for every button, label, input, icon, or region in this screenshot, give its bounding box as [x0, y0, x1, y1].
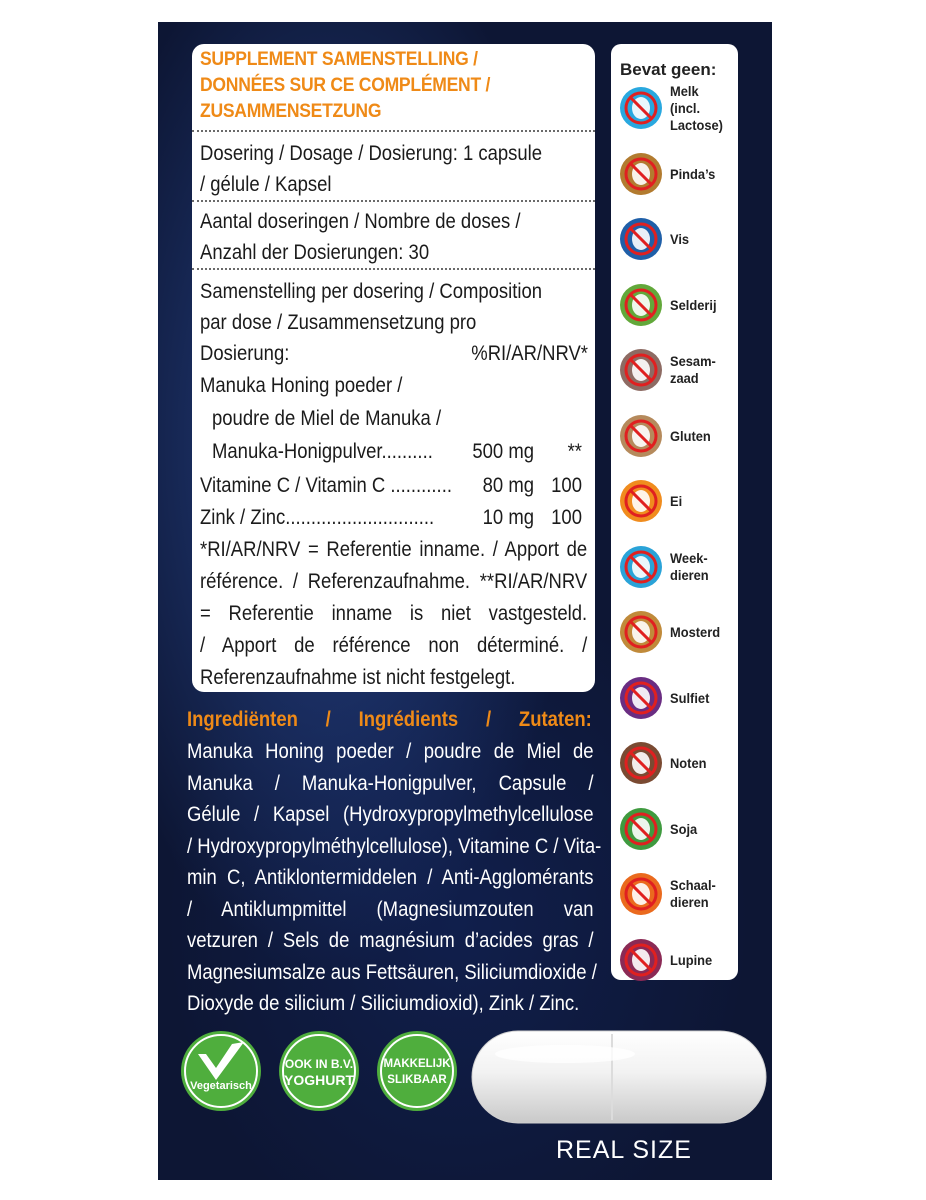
manuka-name-line-1: Manuka Honing poeder /: [200, 374, 403, 397]
crustacean-icon: [619, 872, 663, 916]
allergen-label-line: Pinda’s: [670, 165, 716, 182]
allergen-label: [670, 690, 709, 707]
dosage-text: Dosering / Dosage / Dosierung: 1 capsule / gélule / Kapsel: [200, 142, 543, 196]
allergen-label: [670, 550, 709, 584]
allergen-label: [670, 297, 717, 314]
real-size-label: REAL SIZE: [556, 1136, 692, 1164]
nutrient-name: Vitamine C / Vitamin C ............: [200, 474, 452, 497]
milk-icon: [619, 86, 663, 130]
nutrient-name: Manuka-Honigpulver..........: [212, 440, 433, 463]
divider: [192, 268, 595, 270]
nutrient-amount: 500 mg: [472, 440, 534, 463]
allergen-label-line: Vis: [670, 230, 690, 247]
allergen-label-line: Schaal-: [670, 877, 716, 893]
wheat-icon: [619, 414, 663, 458]
footnote-line: / Apport de référence non déterminé. /: [200, 634, 588, 657]
allergen-free-title: Bevat geen:: [620, 60, 717, 79]
ingredients-line: Dioxyde de silicium / Siliciumdioxid), Zink / Zinc.: [187, 992, 580, 1015]
peanut-icon: [619, 152, 663, 196]
sesame-icon: [619, 348, 663, 392]
allergen-label-line: (incl.: [670, 99, 701, 116]
allergen-label-line: Sesam-: [670, 353, 716, 369]
allergen-label-line: Soja: [670, 820, 698, 837]
nutrient-ri: 100: [551, 474, 582, 497]
ingredients-line: Manuka Honing poeder / poudre de Miel de: [187, 740, 594, 763]
allergen-label-line: Lactose): [670, 116, 723, 133]
allergen-label-line: dieren: [670, 567, 709, 583]
ingredients-line: Manuka / Manuka-Honigpulver, Capsule /: [187, 772, 594, 795]
allergen-label: [670, 231, 689, 248]
footnote-line: Referenzaufnahme ist nicht festgelegt.: [200, 666, 516, 689]
allergen-label-line: Ei: [670, 492, 683, 509]
fish-icon: [619, 217, 663, 261]
nutrient-name: Zink / Zinc.............................: [200, 506, 435, 529]
nutrient-ri: **: [567, 440, 582, 463]
vegetarian-label: Vegetarisch: [190, 1080, 252, 1092]
easy-swallow-label: MAKKELIJK SLIKBAAR: [383, 1058, 451, 1086]
yoghurt-label: OOK IN B.V. YOGHURT: [284, 1057, 354, 1088]
allergen-label: [670, 353, 716, 387]
ingredients-line: Magnesiumsalze aus Fettsäuren, Siliciumdioxide /: [187, 961, 597, 984]
ingredients-line: / Antiklumpmittel (Magnesiumzouten van: [187, 898, 594, 921]
allergen-label: [670, 624, 720, 641]
doses-count-text: Aantal doseringen / Nombre de doses / Anzahl der Dosierungen: 30: [200, 210, 521, 264]
supplement-title: SUPPLEMENT SAMENSTELLING / DONNÉES SUR CE COMPLÉMENT / ZUSAMMENSETZUNG: [200, 48, 491, 122]
ingredients-title: Ingrediënten / Ingrédients / Zutaten:: [187, 708, 592, 731]
allergen-label-line: Sulfiet: [670, 689, 710, 706]
allergen-label-line: Melk: [670, 82, 699, 99]
allergen-label-line: Noten: [670, 754, 707, 771]
allergen-label: [670, 83, 723, 134]
allergen-label-line: zaad: [670, 370, 699, 386]
nutrient-amount: 80 mg: [482, 474, 534, 497]
lupin-icon: [619, 938, 663, 982]
capsule-image: [470, 1028, 768, 1126]
ingredients-line: vetzuren / Sels de magnésium d’acides gras /: [187, 929, 594, 952]
vegetarian-badge: [178, 1028, 264, 1114]
allergen-label-line: Mosterd: [670, 623, 721, 640]
allergen-label: [670, 952, 712, 969]
ingredients-line: / Hydroxypropylméthylcellulose), Vitamine C / Vita-: [187, 835, 602, 858]
nutrient-amount: 10 mg: [482, 506, 534, 529]
allergen-label-line: Lupine: [670, 951, 713, 968]
allergen-label: [670, 493, 682, 510]
allergen-label-line: Selderij: [670, 296, 717, 313]
divider: [192, 200, 595, 202]
footnote-line: *RI/AR/NRV = Referentie inname. / Apport de: [200, 538, 588, 561]
celery-icon: [619, 283, 663, 327]
sulphite-icon: [619, 676, 663, 720]
allergen-label: [670, 755, 706, 772]
egg-icon: [619, 479, 663, 523]
mollusc-icon: [619, 545, 663, 589]
allergen-label: [670, 821, 697, 838]
footnote-line: référence. / Referenzaufnahme. **RI/AR/NRV: [200, 570, 588, 593]
allergen-label: [670, 877, 716, 911]
allergen-label: [670, 428, 711, 445]
ingredients-line: Gélule / Kapsel (Hydroxypropylmethylcellulose: [187, 803, 594, 826]
footnote-line: = Referentie inname is niet vastgesteld.: [200, 602, 588, 625]
allergen-label-line: dieren: [670, 894, 709, 910]
allergen-label-line: Week-: [670, 550, 708, 566]
manuka-name-line-2: poudre de Miel de Manuka /: [212, 407, 442, 430]
allergen-label-line: Gluten: [670, 427, 711, 444]
composition-heading: Samenstelling per dosering / Composition par dose / Zusammensetzung pro Dosierung:: [200, 280, 543, 365]
allergen-label: [670, 166, 715, 183]
soy-icon: [619, 807, 663, 851]
nut-icon: [619, 741, 663, 785]
ingredients-line: min C, Antiklontermiddelen / Anti-Agglomérants: [187, 866, 594, 889]
ri-column-header: %RI/AR/NRV*: [471, 342, 588, 365]
nutrient-ri: 100: [551, 506, 582, 529]
divider: [192, 130, 595, 132]
mustard-icon: [619, 610, 663, 654]
